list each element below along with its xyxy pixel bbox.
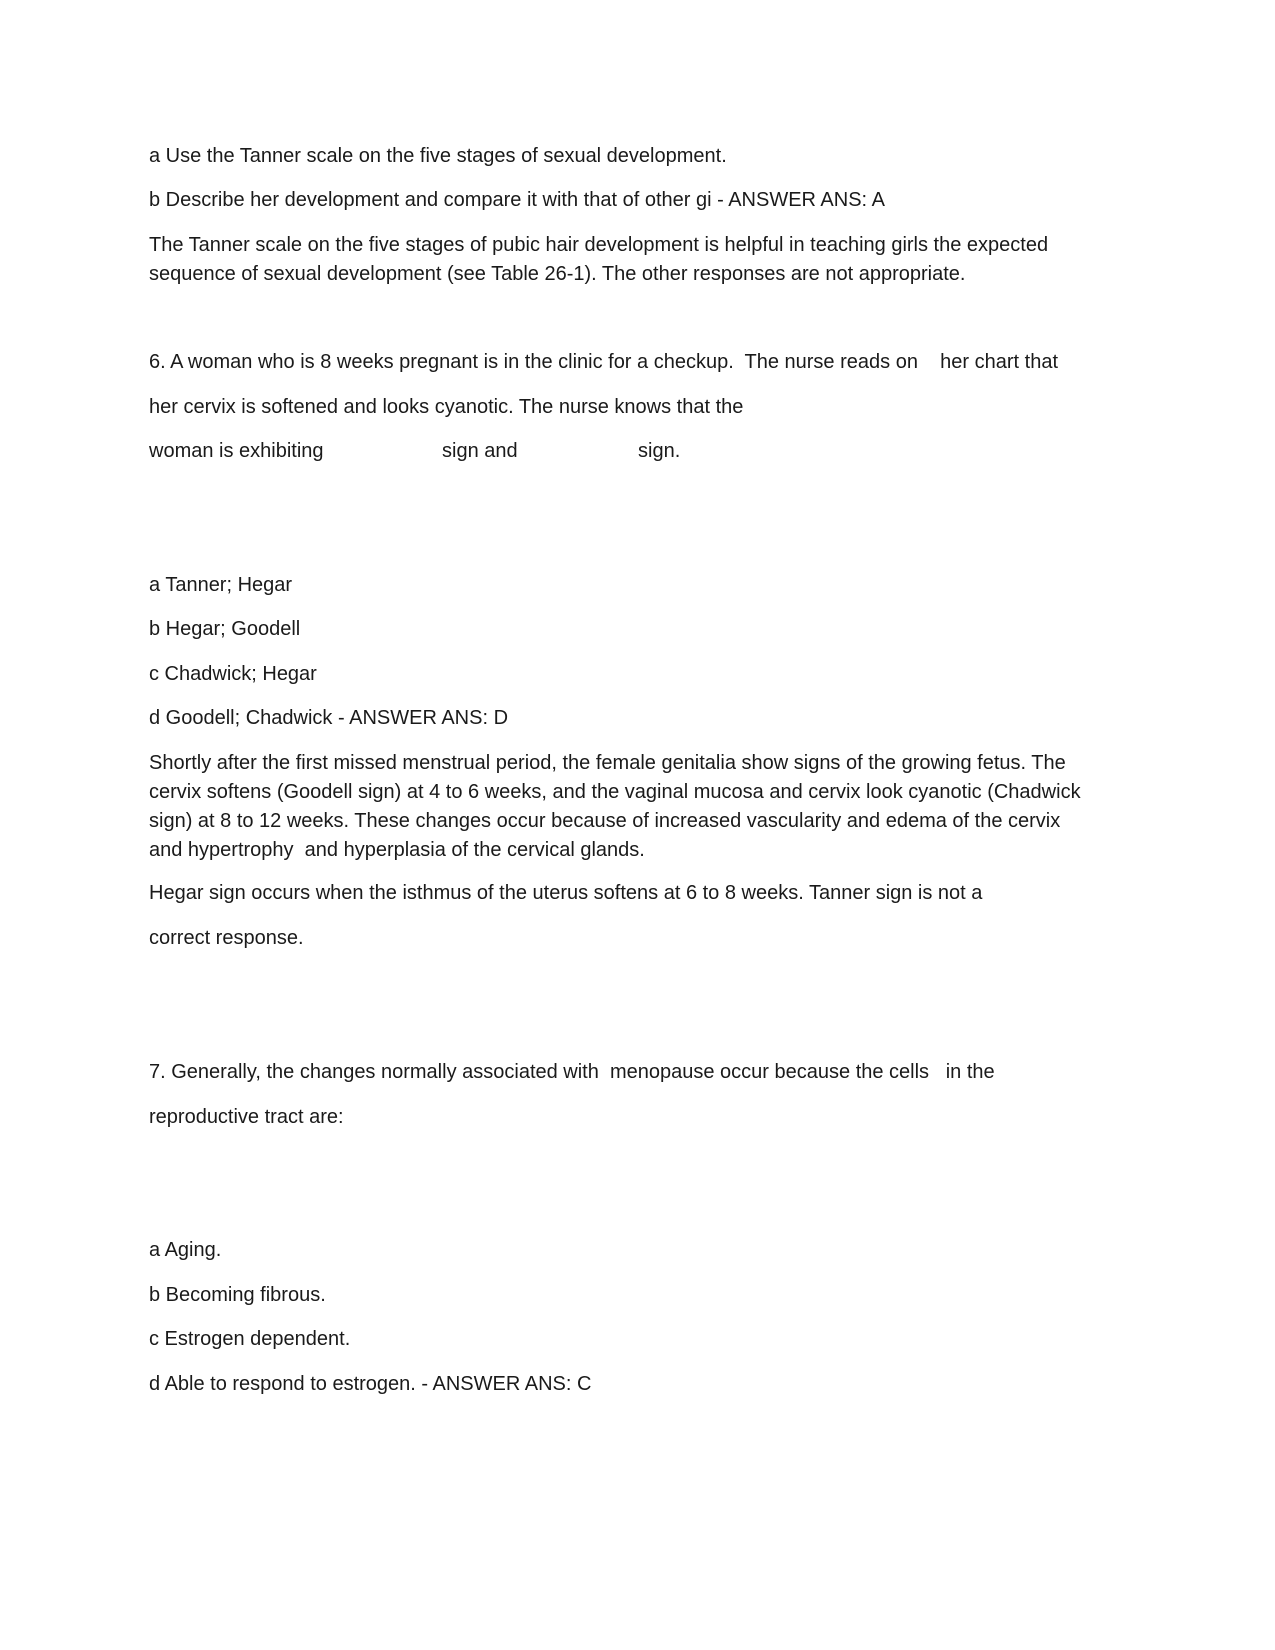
q7-option-d-answer: d Able to respond to estrogen. - ANSWER ANS: C xyxy=(149,1373,592,1395)
q6-rationale-line-4: and hypertrophy and hyperplasia of the cervical glands. xyxy=(149,839,645,861)
q6-rationale-line-5: Hegar sign occurs when the isthmus of the uterus softens at 6 to 8 weeks. Tanner sign is not a xyxy=(149,882,983,904)
q7-option-a: a Aging. xyxy=(149,1239,222,1261)
q6-rationale-line-1: Shortly after the first missed menstrual period, the female genitalia show signs of the growing fetus. The xyxy=(149,752,1066,774)
q6-rationale-line-3: sign) at 8 to 12 weeks. These changes occur because of increased vascularity and edema of the cervix xyxy=(149,810,1061,832)
q6-option-d-answer: d Goodell; Chadwick - ANSWER ANS: D xyxy=(149,707,509,729)
q6-stem-line-3-part-1: woman is exhibiting xyxy=(149,440,324,462)
q6-rationale-line-2: cervix softens (Goodell sign) at 4 to 6 weeks, and the vaginal mucosa and cervix look cyanotic (Chadwick xyxy=(149,781,1081,803)
q5-option-b-answer: b Describe her development and compare it with that of other gi - ANSWER ANS: A xyxy=(149,189,885,211)
q6-stem-line-2: her cervix is softened and looks cyanotic. The nurse knows that the xyxy=(149,396,744,418)
q5-rationale-line-2: sequence of sexual development (see Table 26-1). The other responses are not appropriate. xyxy=(149,263,966,285)
q7-stem-line-1: 7. Generally, the changes normally associated with menopause occur because the cells in the xyxy=(149,1061,995,1083)
q6-stem-line-1: 6. A woman who is 8 weeks pregnant is in the clinic for a checkup. The nurse reads on her chart that xyxy=(149,351,1059,373)
q5-rationale-line-1: The Tanner scale on the five stages of pubic hair development is helpful in teaching girls the expected xyxy=(149,234,1049,256)
q7-stem-line-2: reproductive tract are: xyxy=(149,1106,344,1128)
q6-stem-line-3-part-2: sign and xyxy=(442,440,518,462)
q6-option-a: a Tanner; Hegar xyxy=(149,574,293,596)
q6-stem-line-3-part-3: sign. xyxy=(638,440,681,462)
q5-option-a: a Use the Tanner scale on the five stages of sexual development. xyxy=(149,145,727,167)
q7-option-c: c Estrogen dependent. xyxy=(149,1328,351,1350)
q6-rationale-line-6: correct response. xyxy=(149,927,304,949)
q6-option-b: b Hegar; Goodell xyxy=(149,618,301,640)
q6-option-c: c Chadwick; Hegar xyxy=(149,663,317,685)
q7-option-b: b Becoming fibrous. xyxy=(149,1284,326,1306)
